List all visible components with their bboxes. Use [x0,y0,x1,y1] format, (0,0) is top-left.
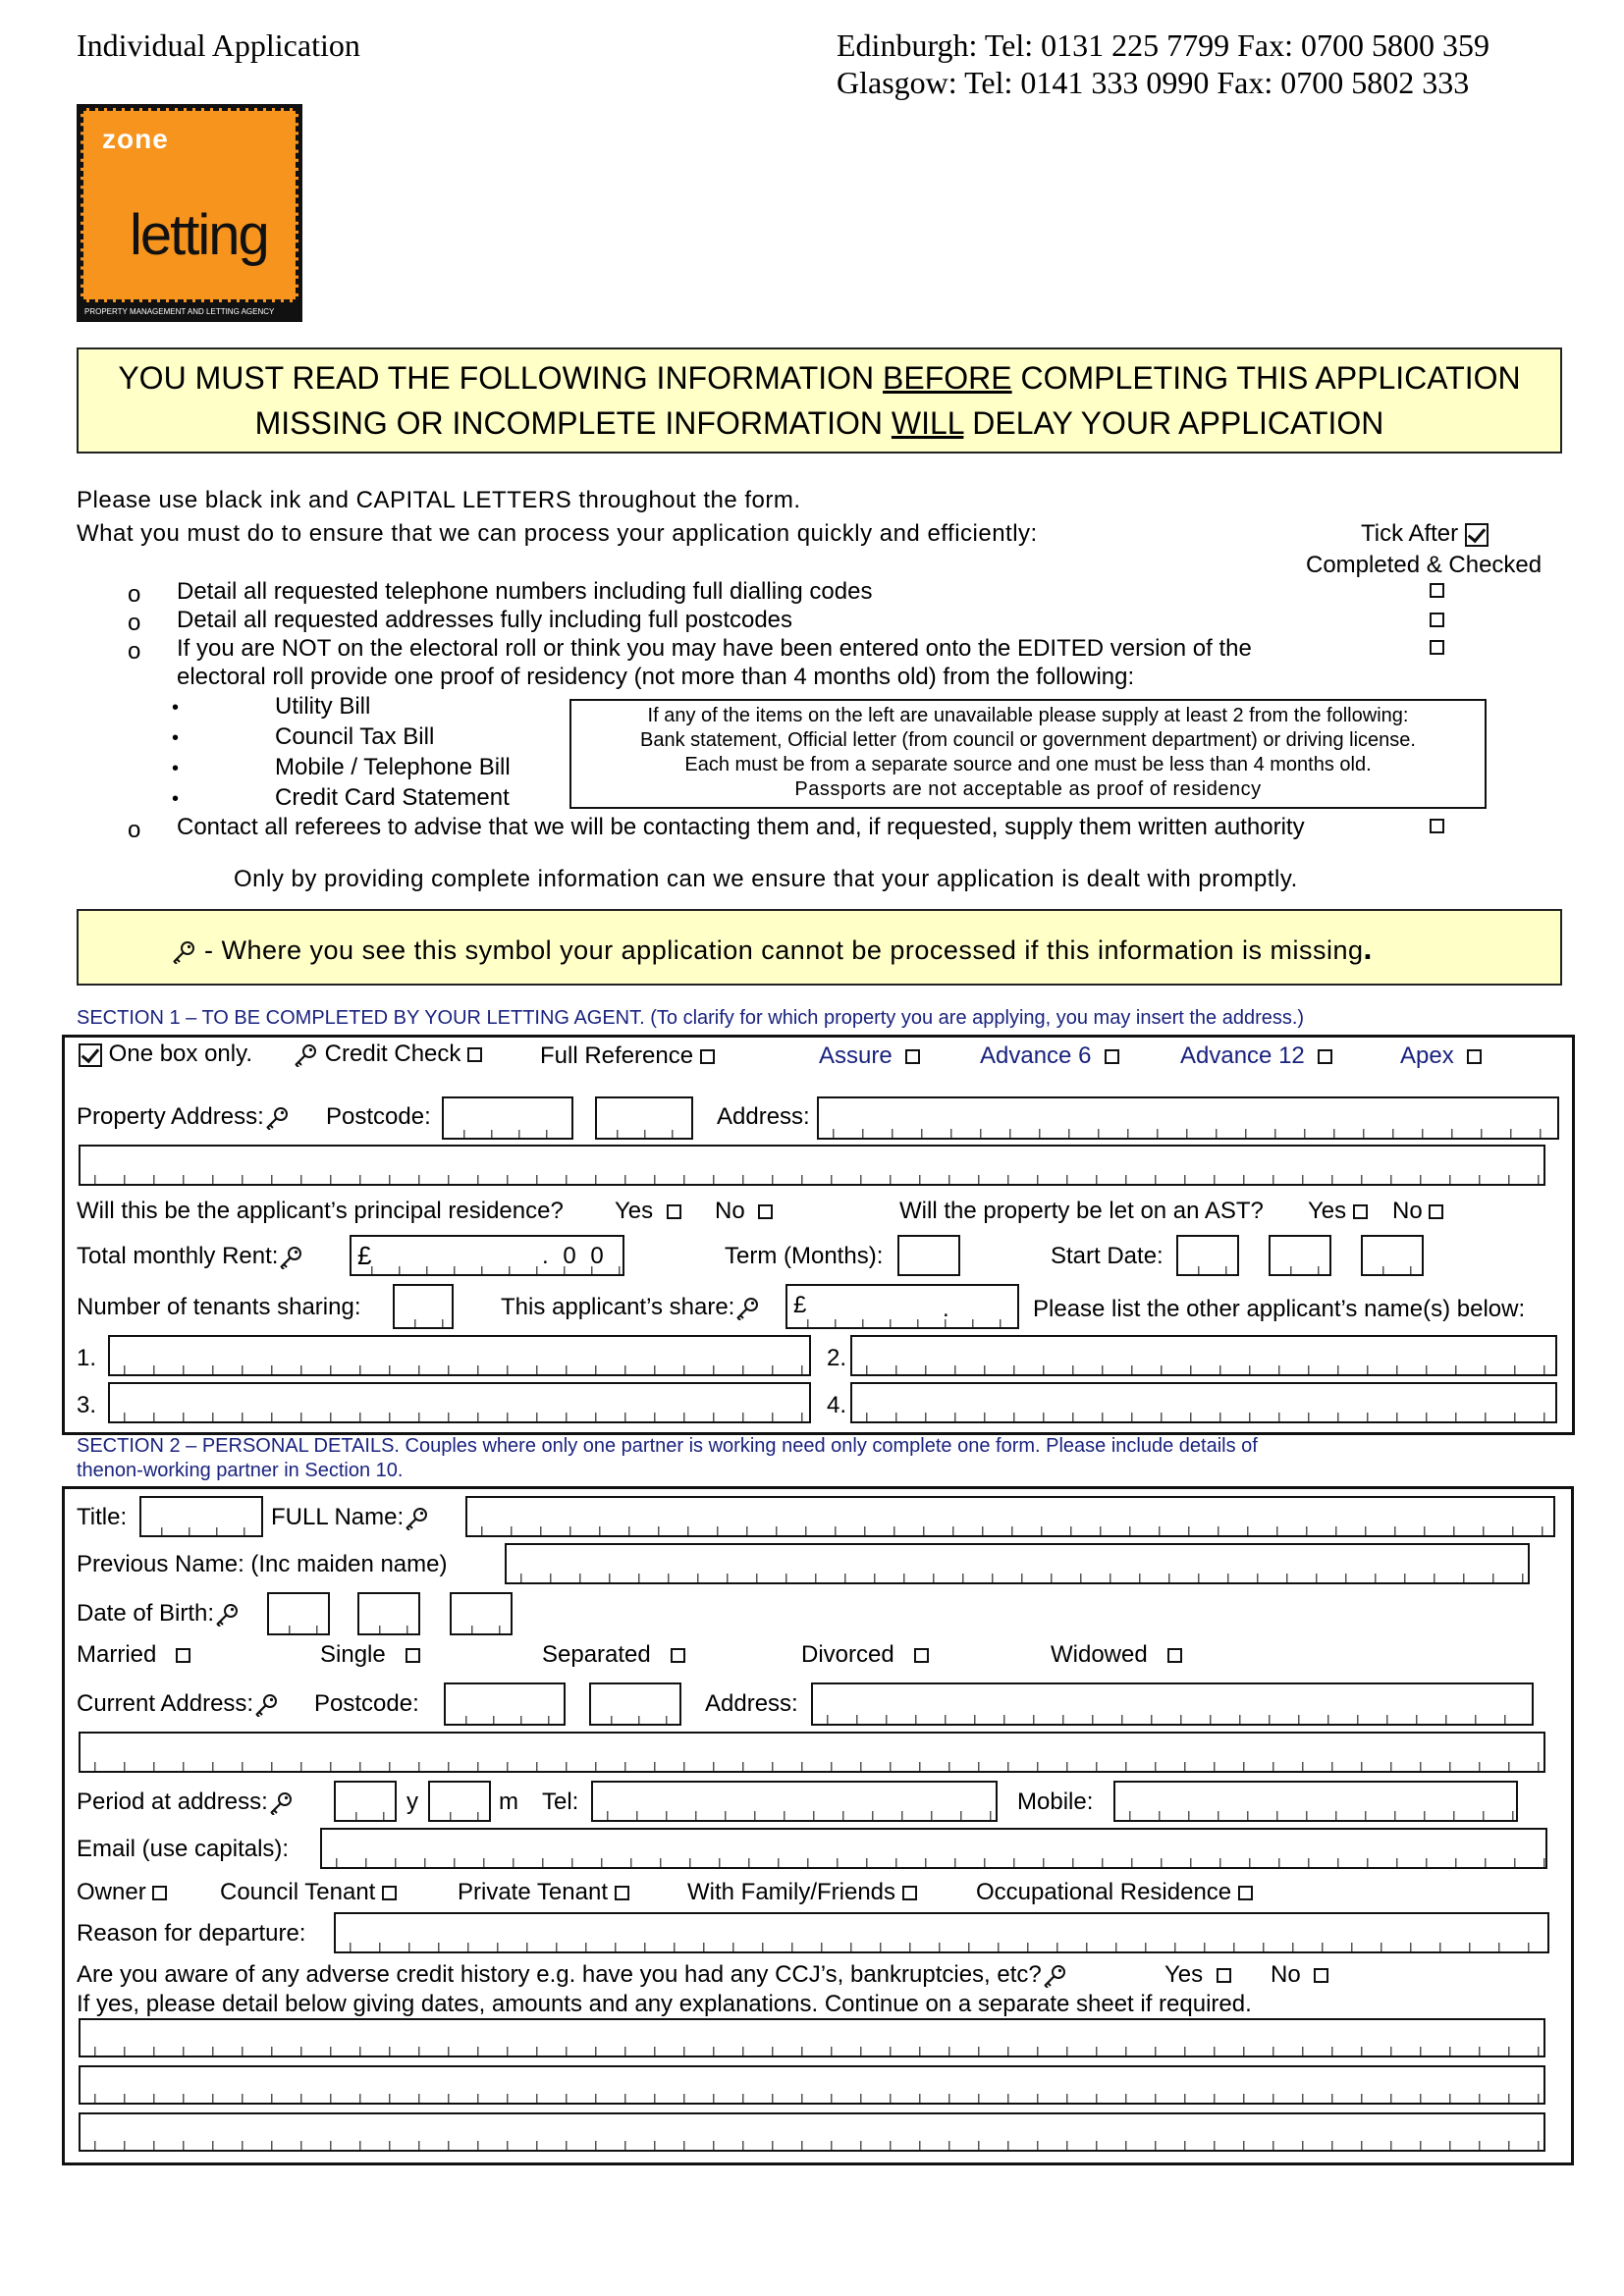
key-icon [293,1043,318,1067]
symbol-notice-text: - Where you see this symbol your application cannot be processed if this information is missing. [171,931,1373,967]
bullet-mobile: • Mobile / Telephone Bill [172,754,511,780]
section-2-title-cont: thenon-working partner in Section 10. [77,1460,404,1481]
logo-word-letting: letting [130,203,268,267]
property-postcode-label: Postcode: [326,1103,431,1130]
total-rent-field[interactable] [350,1235,624,1276]
section-1-title: SECTION 1 – TO BE COMPLETED BY YOUR LETTING AGENT. (To clarify for which property you are applying, you may insert the address.) [77,1007,1305,1029]
checklist-item-electoral-cont: electoral roll provide one proof of residency (not more than 4 months old) from the following: [177,664,1135,690]
adverse-yes: Yes [1164,1961,1231,1989]
key-icon [1042,1964,1067,1988]
checkbox-private-tenant[interactable] [615,1886,629,1900]
title-label: Title: [77,1504,128,1530]
checkbox-apex[interactable] [1467,1049,1482,1064]
current-address-label: Current Address: [77,1690,279,1718]
adverse-details-field-2[interactable] [79,2065,1545,2105]
status-separated: Separated [542,1641,685,1669]
bullet-utility: • Utility Bill [172,693,371,720]
checked-box-icon [79,1043,102,1067]
adverse-credit-question: Are you aware of any adverse credit history e.g. have you had any CCJ’s, bankruptcies, etc? [77,1961,1067,1989]
key-icon [278,1246,303,1269]
current-postcode-field-1[interactable] [444,1682,566,1726]
key-icon [268,1791,294,1815]
applicant-number-4: 4. [827,1392,847,1418]
current-address-line-label: Address: [705,1690,798,1717]
key-icon [171,940,196,964]
property-address-field-1[interactable] [817,1096,1559,1140]
start-date-label: Start Date: [1051,1243,1164,1269]
period-months-field[interactable] [428,1781,491,1822]
term-months-field[interactable] [897,1235,960,1276]
edinburgh-contact: Edinburgh: Tel: 0131 225 7799 Fax: 0700 5800 359 [837,27,1490,63]
symbol-notice [77,909,1562,986]
alternative-proof-box [569,699,1487,809]
dob-year-field[interactable] [450,1592,513,1635]
mobile-field[interactable] [1113,1781,1518,1822]
key-icon [264,1106,290,1130]
residence-family-friends: With Family/Friends [687,1879,917,1906]
previous-name-label: Previous Name: (Inc maiden name) [77,1551,448,1577]
principal-no: No [715,1198,773,1225]
previous-name-field[interactable] [505,1543,1530,1584]
residence-council-tenant: Council Tenant [220,1879,397,1906]
share-decimal: . [943,1296,949,1322]
checkbox-single[interactable] [406,1648,420,1663]
checkbox-assure[interactable] [905,1049,920,1064]
checkbox-separated[interactable] [671,1648,685,1663]
reason-departure-field[interactable] [334,1912,1549,1953]
important-notice [77,347,1562,454]
logo-word-zone: zone [102,124,169,154]
tel-label: Tel: [542,1789,579,1815]
tick-after-label: Tick After [1361,520,1489,548]
notice-line-1: YOU MUST READ THE FOLLOWING INFORMATION BEFORE COMPLETING THIS APPLICATION [118,360,1521,396]
checkbox-referees[interactable] [1430,819,1444,833]
bullet-credit-card: • Credit Card Statement [172,784,510,811]
applicant-number-1: 1. [77,1345,97,1371]
start-date-month-field[interactable] [1269,1235,1331,1276]
checkbox-principal-yes[interactable] [667,1204,681,1219]
option-advance-12: Advance 12 [1180,1042,1332,1070]
tel-field[interactable] [591,1781,998,1822]
tenants-sharing-field[interactable] [393,1284,454,1329]
key-icon [253,1693,279,1717]
pound-sign: £ [793,1292,807,1318]
list-marker: o [128,610,141,636]
email-field[interactable] [320,1828,1547,1869]
checkbox-married[interactable] [176,1648,190,1663]
applicant-number-3: 3. [77,1392,97,1418]
alt-proof-line-1: If any of the items on the left are unavailable please supply at least 2 from the following: [647,705,1409,726]
section-2-box [62,1486,1574,2165]
list-marker: o [128,638,141,665]
principal-residence-question: Will this be the applicant’s principal residence? [77,1198,564,1224]
checkbox-council-tenant[interactable] [382,1886,397,1900]
mobile-label: Mobile: [1017,1789,1094,1815]
title-field[interactable] [139,1496,263,1537]
current-postcode-label: Postcode: [314,1690,419,1717]
option-advance-6: Advance 6 [980,1042,1119,1070]
list-marker: o [128,817,141,843]
list-marker: o [128,581,141,608]
alt-proof-line-4: Passports are not acceptable as proof of residency [794,778,1262,800]
alt-proof-line-2: Bank statement, Official letter (from council or government department) or driving license. [640,729,1416,751]
other-applicant-2-field[interactable] [850,1335,1557,1376]
option-assure: Assure [819,1042,920,1070]
checkbox-ast-no[interactable] [1429,1204,1443,1219]
start-date-year-field[interactable] [1361,1235,1424,1276]
term-months-label: Term (Months): [725,1243,884,1269]
checkbox-ast-yes[interactable] [1353,1204,1368,1219]
checklist-item-referees: Contact all referees to advise that we will be contacting them and, if requested, supply them written authority [177,814,1305,840]
checkbox-phones[interactable] [1430,583,1444,598]
checkbox-addresses[interactable] [1430,613,1444,627]
status-single: Single [320,1641,420,1669]
checkbox-family-friends[interactable] [902,1886,917,1900]
dob-month-field[interactable] [357,1592,420,1635]
other-applicant-1-field[interactable] [108,1335,811,1376]
residence-private-tenant: Private Tenant [458,1879,629,1906]
checkbox-credit-check[interactable] [467,1047,482,1062]
checkbox-divorced[interactable] [914,1648,929,1663]
checkbox-widowed[interactable] [1167,1648,1182,1663]
checkbox-advance-6[interactable] [1105,1049,1119,1064]
option-credit-check: Credit Check [293,1041,482,1068]
checkbox-electoral[interactable] [1430,640,1444,655]
instruction-ink: Please use black ink and CAPITAL LETTERS throughout the form. [77,487,801,513]
rent-pence: . 0 0 [542,1243,608,1269]
status-divorced: Divorced [801,1641,929,1669]
status-married: Married [77,1641,190,1669]
checklist-item-addresses: Detail all requested addresses fully including full postcodes [177,607,793,633]
property-address-label: Property Address: [77,1103,290,1131]
reason-departure-label: Reason for departure: [77,1920,306,1947]
key-icon [734,1297,760,1320]
total-rent-label: Total monthly Rent: [77,1243,303,1270]
date-of-birth-label: Date of Birth: [77,1600,240,1628]
tenants-sharing-label: Number of tenants sharing: [77,1294,361,1320]
checkbox-occupational[interactable] [1238,1886,1253,1900]
property-address-field-2[interactable] [79,1145,1545,1186]
only-by-note: Only by providing complete information can we ensure that your application is dealt with promptly. [234,866,1298,892]
property-postcode-field-2[interactable] [595,1096,693,1140]
checkbox-owner[interactable] [152,1886,167,1900]
completed-checked-label: Completed & Checked [1306,552,1543,578]
ast-no: No [1392,1198,1443,1225]
document-title: Individual Application [77,27,360,63]
adverse-details-field-3[interactable] [79,2112,1545,2152]
property-address-line-label: Address: [717,1103,810,1130]
other-applicant-4-field[interactable] [850,1382,1557,1423]
other-applicant-3-field[interactable] [108,1382,811,1423]
residence-occupational: Occupational Residence [976,1879,1253,1906]
full-name-label: FULL Name: [271,1504,429,1531]
start-date-day-field[interactable] [1176,1235,1239,1276]
adverse-details-field-1[interactable] [79,2018,1545,2057]
key-icon [214,1603,240,1627]
alt-proof-line-3: Each must be from a separate source and one must be less than 4 months old. [684,754,1372,775]
period-at-address-label: Period at address: [77,1789,294,1816]
property-postcode-field-1[interactable] [442,1096,573,1140]
current-address-field-1[interactable] [811,1682,1534,1726]
key-icon [404,1507,429,1530]
other-applicants-label: Please list the other applicant’s name(s) below: [1033,1296,1526,1322]
principal-yes: Yes [615,1198,681,1225]
zone-letting-logo [77,104,302,322]
months-unit: m [499,1789,518,1815]
checkbox-adverse-no[interactable] [1314,1968,1328,1983]
current-postcode-field-2[interactable] [589,1682,681,1726]
adverse-no: No [1271,1961,1328,1989]
pound-sign: £ [357,1241,372,1270]
glasgow-contact: Glasgow: Tel: 0141 333 0990 Fax: 0700 5802 333 [837,65,1470,100]
checkbox-advance-12[interactable] [1318,1049,1332,1064]
applicant-share-label: This applicant’s share: [501,1294,760,1321]
instruction-process: What you must do to ensure that we can process your application quickly and efficiently: [77,520,1038,547]
checkbox-full-reference[interactable] [700,1049,715,1064]
checklist-item-phones: Detail all requested telephone numbers including full dialling codes [177,578,873,605]
status-widowed: Widowed [1051,1641,1182,1669]
dob-day-field[interactable] [267,1592,330,1635]
residence-owner: Owner [77,1879,167,1906]
checkbox-adverse-yes[interactable] [1217,1968,1231,1983]
period-years-field[interactable] [334,1781,397,1822]
logo-tagline: PROPERTY MANAGEMENT AND LETTING AGENCY [84,307,275,316]
bullet-council-tax: • Council Tax Bill [172,723,435,750]
applicant-number-2: 2. [827,1345,847,1371]
checklist-item-electoral: If you are NOT on the electoral roll or think you may have been entered onto the EDITED version of the [177,635,1252,662]
years-unit: y [406,1789,418,1815]
ast-yes: Yes [1308,1198,1368,1225]
full-name-field[interactable] [465,1496,1555,1537]
checked-box-icon [1465,523,1489,547]
checkbox-principal-no[interactable] [758,1204,773,1219]
section-2-title: SECTION 2 – PERSONAL DETAILS. Couples where only one partner is working need only complete one form. Please include details of [77,1435,1258,1457]
notice-line-2: MISSING OR INCOMPLETE INFORMATION WILL DELAY YOUR APPLICATION [254,405,1384,441]
current-address-field-2[interactable] [79,1732,1545,1773]
applicant-share-field[interactable] [785,1284,1019,1329]
email-label: Email (use capitals): [77,1836,290,1862]
option-full-reference: Full Reference [540,1042,715,1070]
one-box-only-label: One box only. [79,1041,252,1068]
adverse-details-instruction: If yes, please detail below giving dates, amounts and any explanations. Continue on a separate sheet if required. [77,1991,1252,2017]
option-apex: Apex [1400,1042,1482,1070]
ast-question: Will the property be let on an AST? [899,1198,1264,1224]
